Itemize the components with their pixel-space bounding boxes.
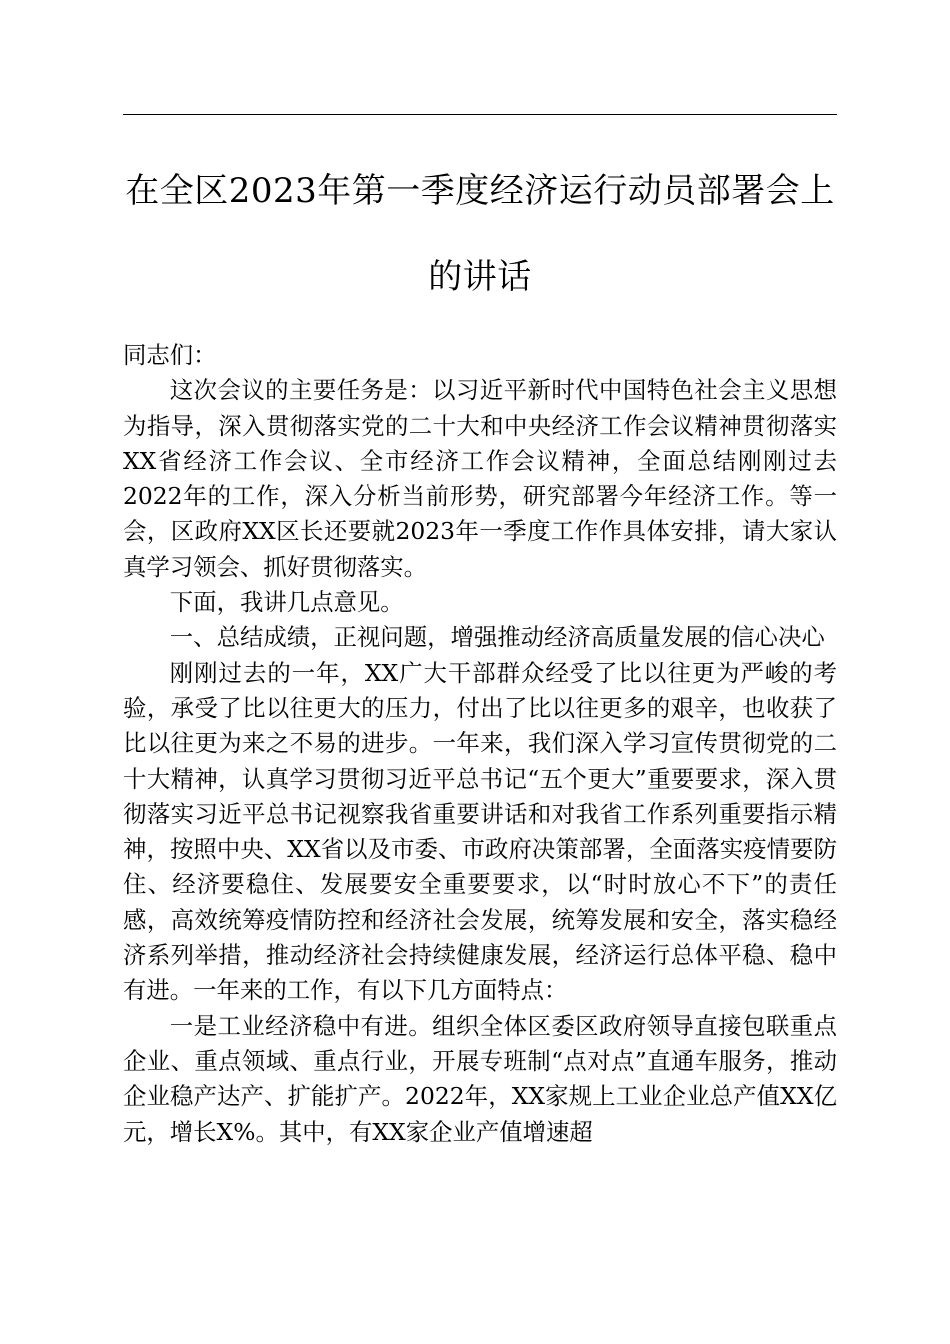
salutation: 同志们：	[123, 341, 217, 369]
paragraph-industry: 一是工业经济稳中有进。组织全体区委区政府领导直接包联重点企业、重点领域、重点行业，开展专班制“点对点”直通车服务，推动企业稳产达产、扩能扩产。2022年，XX家规上工业企业总产值XX亿元，增长X%。其中，有XX家企业产值增速超	[123, 1011, 837, 1146]
section-heading-1: 一、总结成绩，正视问题，增强推动经济高质量发展的信心决心	[169, 623, 825, 652]
paragraph-review: 刚刚过去的一年，XX广大干部群众经受了比以往更为严峻的考验，承受了比以往更大的压力，付出了比以往更多的艰辛，也收获了比以往更为来之不易的进步。一年来，我们深入学习宣传贯彻党的二十大精神，认真学习贯彻习近平总书记“五个更大”重要要求，深入贯彻落实习近平总书记视察我省重要讲话和对我省工作系列重要指示精神，按照中央、XX省以及市委、市政府决策部署，全面落实疫情要防住、经济要稳住、发展要安全重要要求，以“时时放心不下”的责任感，高效统筹疫情防控和经济社会发展，统筹发展和安全，落实稳经济系列举措，推动经济社会持续健康发展，经济运行总体平稳、稳中有进。一年来的工作，有以下几方面特点：	[123, 658, 837, 1005]
header-rule	[123, 114, 837, 115]
document-body	[123, 338, 837, 1150]
paragraph-transition: 下面，我讲几点意见。	[169, 588, 404, 617]
document-title: 在全区2023年第一季度经济运行动员部署会上的讲话	[125, 171, 835, 297]
paragraph-intro: 这次会议的主要任务是：以习近平新时代中国特色社会主义思想为指导，深入贯彻落实党的二十大和中央经济工作会议精神贯彻落实XX省经济工作会议、全市经济工作会议精神，全面总结刚刚过去2022年的工作，深入分析当前形势，研究部署今年经济工作。等一会，区政府XX区长还要就2023年一季度工作作具体安排，请大家认真学习领会、抓好贯彻落实。	[123, 376, 837, 581]
